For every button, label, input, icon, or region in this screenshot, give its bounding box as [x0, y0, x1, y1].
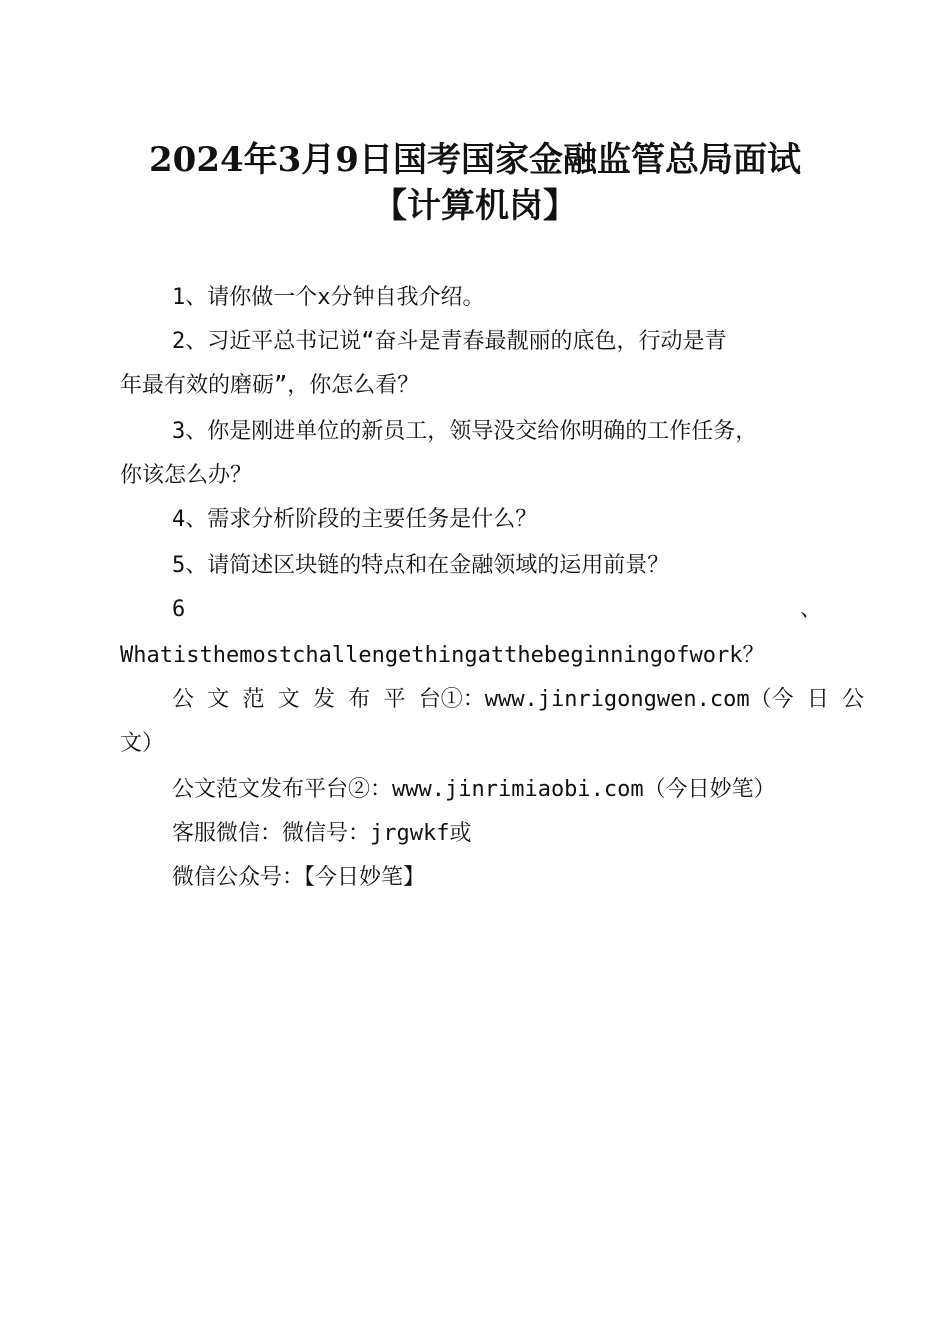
platform1-label: 公 文 范 文 发 布 平 台①： [172, 687, 485, 712]
question-3-line1: 3、你是刚进单位的新员工，领导没交给你明确的工作任务， [172, 419, 758, 444]
platform1-name-part1: 今 日 公 [771, 687, 865, 712]
question-3-line2: 你该怎么办？ [120, 463, 253, 488]
platform1-name-part2: 文） [120, 731, 165, 756]
document-title-line2: 【计算机岗】 [373, 186, 577, 226]
official-account-line: 微信公众号：【今日妙笔】 [172, 865, 426, 890]
question-4: 4、需求分析阶段的主要任务是什么？ [172, 507, 538, 532]
question-6-number: 6 [172, 597, 186, 622]
platform1-line [172, 678, 864, 722]
question-6-text: Whatisthemostchallengethingatthebeginningofwork？ [120, 643, 765, 668]
question-6-separator: 、 [800, 597, 823, 622]
question-5: 5、请简述区块链的特点和在金融领域的运用前景？ [172, 553, 670, 578]
question-1: 1、请你做一个x分钟自我介绍。 [172, 285, 485, 310]
platform1-paren: （ [749, 687, 772, 712]
question-2-line1: 2、习近平总书记说“奋斗是青春最靓丽的底色，行动是青 [172, 329, 727, 354]
platform1-url[interactable]: www.jinrigongwen.com [484, 687, 750, 712]
service-wechat-line: 客服微信：微信号：jrgwkf或 [172, 821, 472, 846]
question-2-line2: 年最有效的磨砺”，你怎么看？ [120, 373, 420, 398]
document-title-line1: 2024年3月9日国考国家金融监管总局面试 [149, 140, 801, 180]
platform2-line: 公文范文发布平台②：www.jinrimiaobi.com（今日妙笔） [172, 777, 776, 802]
